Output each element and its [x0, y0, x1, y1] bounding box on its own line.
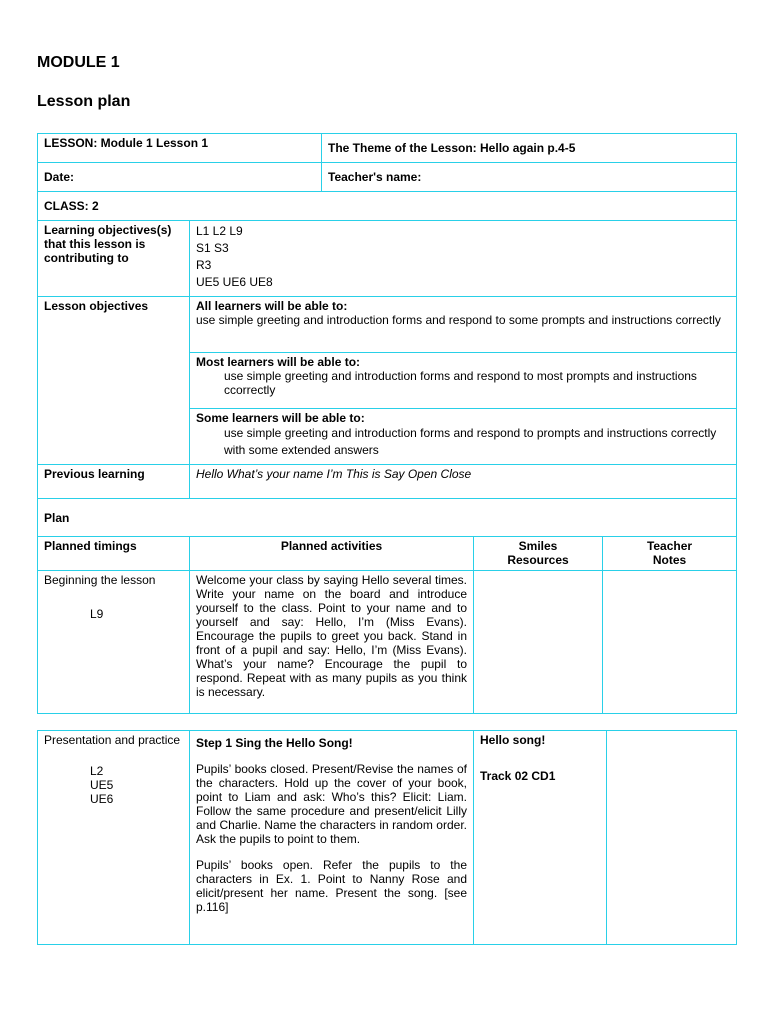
lesson-cell: LESSON: Module 1 Lesson 1: [38, 134, 322, 163]
resource-track: Track 02 CD1: [480, 769, 556, 783]
previous-learning-text: Hello What’s your name I’m This is Say Open Close: [190, 465, 737, 499]
lesson-objectives-all-row: [38, 297, 737, 353]
all-learners-title: All learners will be able to:: [196, 299, 348, 313]
column-header-activities: Planned activities: [190, 537, 474, 571]
all-learners-text: use simple greeting and introduction forms and respond to some prompts and instructions correctly: [196, 313, 721, 327]
objectives-code: S1 S3: [196, 241, 229, 255]
previous-learning-label: Previous learning: [38, 465, 190, 499]
beginning-row: [38, 571, 737, 714]
beginning-timing-cell: [38, 571, 190, 714]
lesson-row: [38, 134, 737, 163]
most-learners-cell: [190, 353, 737, 409]
presentation-code: UE6: [90, 792, 114, 806]
beginning-label: Beginning the lesson: [44, 573, 156, 587]
date-cell: Date:: [38, 163, 322, 192]
lesson-plan-table: [37, 133, 737, 714]
date-row: [38, 163, 737, 192]
presentation-label: Presentation and practice: [44, 733, 181, 747]
objectives-code: UE5 UE6 UE8: [196, 275, 273, 289]
objectives-codes: [190, 221, 737, 297]
most-learners-title: Most learners will be able to:: [196, 355, 361, 369]
some-learners-title: Some learners will be able to:: [196, 411, 365, 425]
beginning-activities: Welcome your class by saying Hello several times. Write your name on the board and introduce yourself to the class. Point to your name and to yourself and say: Hello, I’m (Miss Evans). Encourage the pupils to greet you back. Stand in front of a pupil and say: Hello, I’m (Miss Evans). What’s your name? Encourage the pupil to respond. Repeat with as many pupils as you think is necessary.: [190, 571, 474, 714]
theme-cell: The Theme of the Lesson: Hello again p.4-5: [322, 134, 737, 163]
plan-label: Plan: [38, 499, 737, 537]
presentation-table: [37, 730, 737, 945]
class-cell: CLASS: 2: [38, 192, 737, 221]
all-learners-cell: [190, 297, 737, 353]
presentation-paragraph: Pupils’ books open. Refer the pupils to the characters in Ex. 1. Point to Nanny Rose and elicit/present her name. Present the song. [see p.116]: [196, 858, 467, 914]
objectives-code: L1 L2 L9: [196, 224, 243, 238]
column-header-timings: Planned timings: [38, 537, 190, 571]
column-header-resources: Smiles Resources: [474, 537, 603, 571]
lesson-plan-heading: Lesson plan: [37, 93, 131, 110]
objectives-code: R3: [196, 258, 212, 272]
presentation-activities: [190, 731, 474, 945]
beginning-resources: [474, 571, 603, 714]
most-learners-text: use simple greeting and introduction forms and respond to most prompts and instructions ccorrectly: [224, 369, 697, 397]
presentation-resources: [474, 731, 607, 945]
module-heading: MODULE 1: [37, 54, 120, 71]
objectives-label: Learning objectives(s) that this lesson is contributing to: [38, 221, 190, 297]
column-header-notes: Teacher Notes: [603, 537, 737, 571]
class-row: [38, 192, 737, 221]
presentation-notes: [607, 731, 737, 945]
presentation-timing-cell: [38, 731, 190, 945]
presentation-paragraph: Pupils’ books closed. Present/Revise the names of the characters. Hold up the cover of your book, point to Liam and ask: Who’s this? Elicit: Liam. Follow the same procedure and present/elicit Lilly and Charlie. Name the characters in random order. Ask the pupils to point to them.: [196, 762, 467, 846]
presentation-row: [38, 731, 737, 945]
objectives-row: [38, 221, 737, 297]
some-learners-cell: [190, 409, 737, 465]
step-title: Step 1 Sing the Hello Song!: [196, 736, 353, 750]
resource-hello-song: Hello song!: [480, 733, 546, 747]
beginning-code: L9: [90, 607, 104, 621]
plan-row: [38, 499, 737, 537]
previous-learning-row: [38, 465, 737, 499]
presentation-code: L2: [90, 764, 104, 778]
beginning-notes: [603, 571, 737, 714]
some-learners-text: use simple greeting and introduction forms and respond to prompts and instructions correctly with some extended answers: [224, 426, 717, 457]
teacher-name-cell: Teacher's name:: [322, 163, 737, 192]
plan-header-row: [38, 537, 737, 571]
presentation-code: UE5: [90, 778, 114, 792]
lesson-objectives-label: Lesson objectives: [38, 297, 190, 465]
